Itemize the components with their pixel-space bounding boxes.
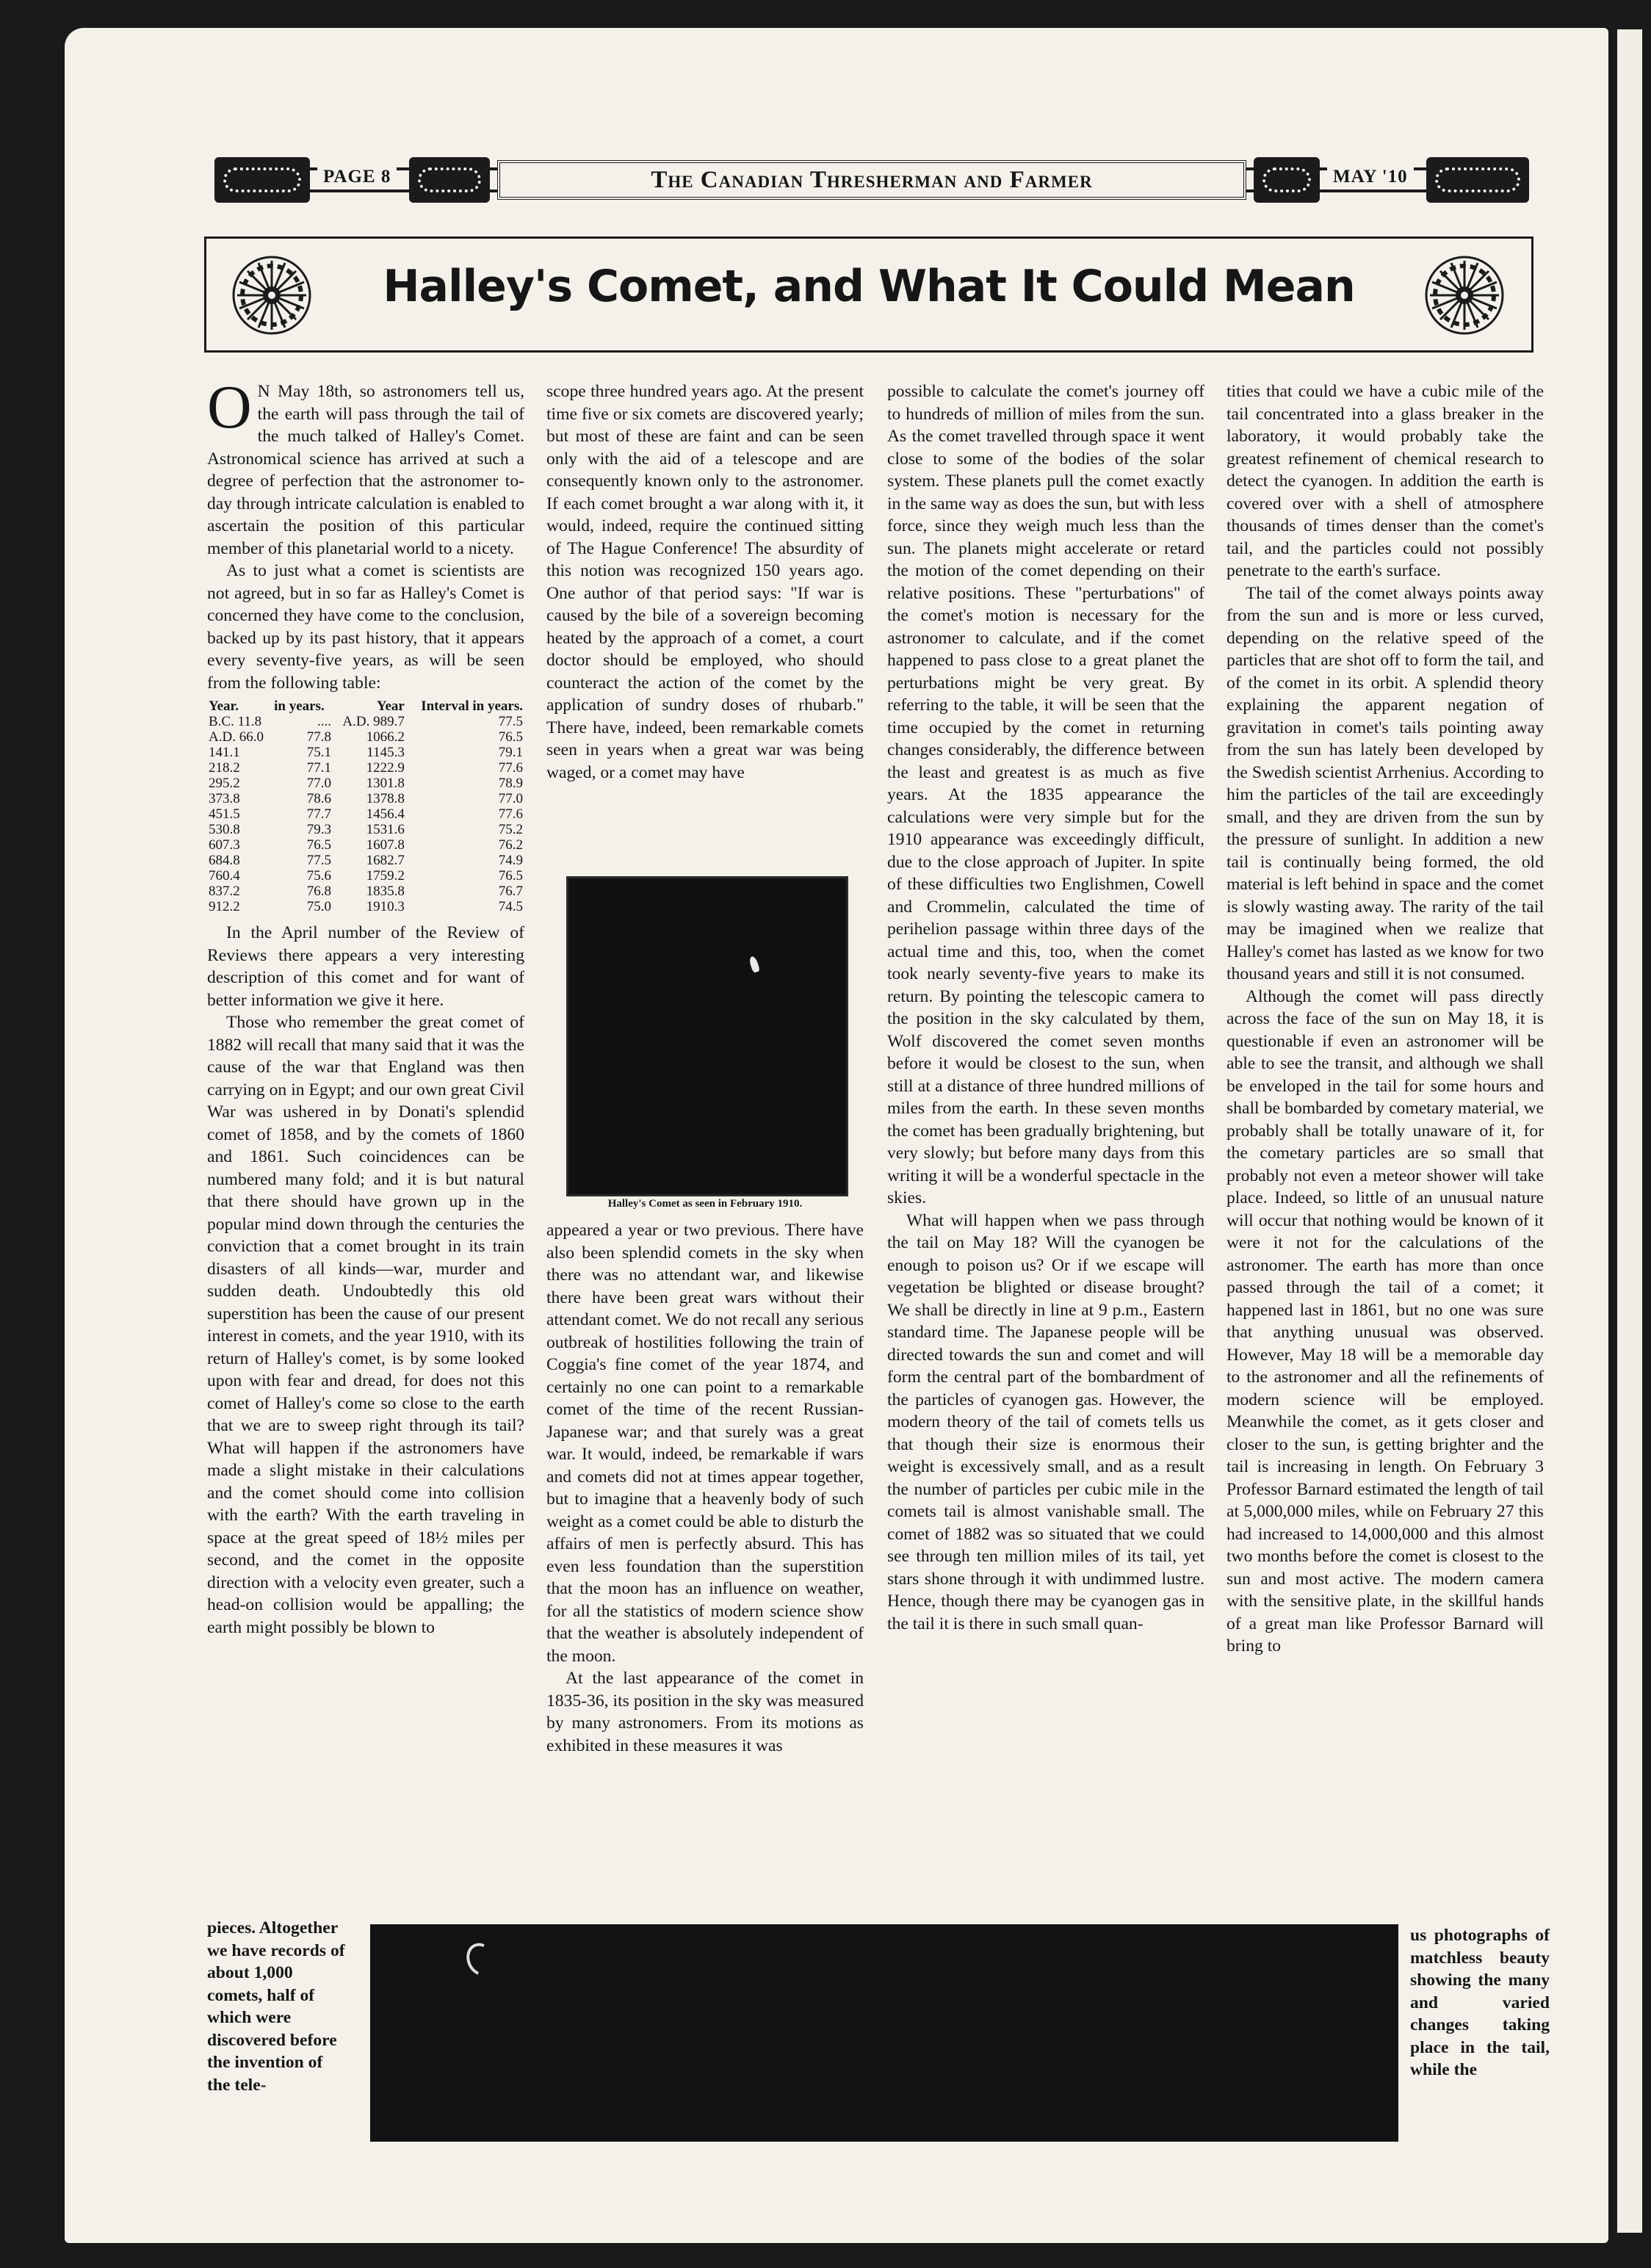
table-cell: 79.3 <box>306 822 332 837</box>
table-cell: 218.2 <box>209 760 240 776</box>
column-1-continuation: pieces. Altogether we have records of about 1,000 comets, half of which were discovered before the invention of the tele- <box>207 1918 345 2095</box>
header-ornament-left <box>214 157 310 203</box>
issue-date: MAY '10 <box>1327 167 1414 187</box>
table-cell: 760.4 <box>209 868 240 884</box>
table-row <box>207 837 524 853</box>
page-header <box>214 157 1529 203</box>
table-row <box>207 899 524 914</box>
table-cell: 77.8 <box>306 729 332 745</box>
table-cell: .... <box>317 714 332 729</box>
table-row <box>207 884 524 899</box>
table-cell: 76.8 <box>306 884 332 899</box>
adjacent-page-edge <box>1613 29 1642 2233</box>
article-title: Halley's Comet, and What It Could Mean <box>383 261 1355 312</box>
table-cell: 684.8 <box>209 853 240 868</box>
rosette-right-icon <box>1424 255 1505 336</box>
masthead: The Canadian Thresherman and Farmer <box>497 160 1246 200</box>
column-1 <box>207 373 524 1639</box>
table-cell: 1910.3 <box>366 899 405 914</box>
table-cell: 76.5 <box>498 868 523 884</box>
table-header-row <box>207 698 524 714</box>
table-cell: 912.2 <box>209 899 240 914</box>
table-cell: 76.5 <box>306 837 332 853</box>
table-cell: 75.0 <box>306 899 332 914</box>
table-cell: 1759.2 <box>366 868 405 884</box>
table-cell: 78.6 <box>306 791 332 806</box>
table-header: Year <box>376 698 405 714</box>
table-cell: 74.5 <box>498 899 523 914</box>
table-cell: 75.2 <box>498 822 523 837</box>
table-cell: 77.7 <box>306 806 332 822</box>
table-cell: A.D. 66.0 <box>209 729 264 745</box>
page-number: PAGE 8 <box>317 167 397 187</box>
paragraph <box>207 373 524 560</box>
table-cell: 76.2 <box>498 837 523 853</box>
table-cell: 77.5 <box>498 714 523 729</box>
table-cell: 76.7 <box>498 884 523 899</box>
table-cell: 1682.7 <box>366 853 405 868</box>
table-cell: 77.6 <box>498 806 523 822</box>
table-cell: 77.5 <box>306 853 332 868</box>
table-cell: 1531.6 <box>366 822 405 837</box>
table-row <box>207 745 524 760</box>
bottom-photograph <box>370 1924 1398 2142</box>
photo-caption: Halley's Comet as seen in February 1910. <box>607 1198 803 1210</box>
column-2-top <box>546 380 864 784</box>
table-cell: 1456.4 <box>366 806 405 822</box>
table-cell: 77.0 <box>306 776 332 791</box>
table-cell: 74.9 <box>498 853 523 868</box>
table-cell: 295.2 <box>209 776 240 791</box>
table-cell: 837.2 <box>209 884 240 899</box>
header-ornament-right <box>1426 157 1529 203</box>
table-cell: 76.5 <box>498 729 523 745</box>
paragraph: Although the comet will pass directly across the face of the sun on May 18, it is questionable if even an astronomer will be able to see the transit, and although we shall be enveloped in the tail for some hours and shall be bombarded by cometary material, we probably shall be totally unaware of it, for the cometary particles are so small that probably not even a meteor shower will take place. Indeed, so little of an unusual nature will occur that nothing would be known of it were it not for the calculations of the astronomer. The earth has more than once passed through the tail of a comet; it happened last in 1861, but no one was sure that anything unusual was observed. However, May 18 will be a memorable day to the astronomer and all the refinements of modern science will be employed. Meanwhile the comet, as it gets closer and closer to the sun, is getting brighter and the tail is increasing in length. On February 3 Professor Barnard estimated the length of tail at 5,000,000 miles, while on February 27 this had increased to 14,000,000 and this almost two months before the comet is closest to the sun and most active. The modern camera with the sensitive plate, in the skillful hands of a great man like Professor Barnard will bring to <box>1226 986 1544 1655</box>
table-cell: 1066.2 <box>366 729 405 745</box>
paragraph: The tail of the comet always points away from the sun and is more or less curved, depending on the relative speed of the particles that are shot off to form the tail, and of the comet in its orbit. A splendid theory explaining the apparent negation of gravitation in comet's tails pointing away from the sun has lately been developed by the Swedish scientist Arrhenius. According to him the particles of the tail are exceedingly small, and they are driven from the sun by the pressure of sunlight. In addition a new tail is continually being formed, the old material is left behind in space and the comet is slowly wasting away. The rarity of the tail may be imagined when we realize that Halley's comet has lasted as we know for two thousand years and still it is not consumed. <box>1226 583 1544 983</box>
paragraph: possible to calculate the comet's journey off to hundreds of million of miles from the sun. As the comet travelled through space it went close to some of the bodies of the solar system. These planets pull the comet exactly in the same way as does the sun, but with less force, since they weigh much less than the sun. The planets might accelerate or retard the motion of the comet depending on their relative positions. These "perturbations" of the comet's motion is necessary for the astronomer to calculate, and if the comet happened to pass close to a great planet the perturbations might be very great. By referring to the table, it will be seen that the time occupied by the comet in returning changes considerably, the difference between the least and greatest is as much as five years. At the 1835 appearance the calculations were very simple but for the 1910 appearance was exceedingly difficult, due to the close approach of Jupiter. In spite of these difficulties two Englishmen, Cowell and Crommelin, calculated the time of perihelion passage within three days of the actual time and this, too, when the comet took nearly seventy-five years to make its return. By pointing the telescopic camera to the position in the sky calculated by them, Wolf discovered the comet seven months before it would be closest to the sun, when still at a distance of three hundred millions of miles from the earth. In these seven months the comet has been gradually brightening, but very slowly; but before many days from this writing it will be a wonderful spectacle in the skies. <box>887 382 1204 1207</box>
table-cell: 78.9 <box>498 776 523 791</box>
table-cell: A.D. 989.7 <box>342 714 405 729</box>
table-row <box>207 760 524 776</box>
table-cell: 75.6 <box>306 868 332 884</box>
column-3 <box>887 380 1204 1635</box>
column-4 <box>1226 380 1544 1658</box>
halley-table <box>207 698 524 914</box>
table-cell: 141.1 <box>209 745 240 760</box>
table-row <box>207 714 524 729</box>
paragraph: At the last appearance of the comet in 1835-36, its position in the sky was measured by many astronomers. From its motions as exhibited in these measures it was <box>546 1669 864 1755</box>
table-row <box>207 868 524 884</box>
drop-cap: O <box>207 373 252 441</box>
title-box <box>204 236 1533 353</box>
header-ornament-right-2 <box>1254 157 1320 203</box>
column-4-continuation: us photographs of matchless beauty showing the many and varied changes taking place in the tail, while the <box>1410 1926 1550 2079</box>
table-cell: 1301.8 <box>366 776 405 791</box>
table-cell: 79.1 <box>498 745 523 760</box>
table-cell: 1607.8 <box>366 837 405 853</box>
table-cell: 530.8 <box>209 822 240 837</box>
table-cell: 451.5 <box>209 806 240 822</box>
table-row <box>207 853 524 868</box>
halley-comet-photo <box>566 876 848 1196</box>
table-row <box>207 806 524 822</box>
paragraph: In the April number of the Review of Reviews there appears a very interesting description of this comet and for want of better information we give it here. <box>207 923 524 1010</box>
paragraph: appeared a year or two previous. There have also been splendid comets in the sky when there was no attendant war, and likewise there have been great wars without their attendant comet. We do not recall any serious outbreak of hostilities following the train of Coggia's fine comet of the year 1874, and certainly no one can point to a remarkable comet of the time of the recent Russian-Japanese war; and that surely was a great war. It would, indeed, be remarkable if wars and comets did not at times appear together, but to imagine that a heavenly body of such weight as a comet could be able to disturb the affairs of men is perfectly absurd. This has even less foundation than the superstition that the moon has an influence on weather, for all the statistics of modern science show that the weather is absolutely independent of the moon. <box>546 1221 864 1666</box>
paragraph: What will happen when we pass through the tail on May 18? Will the cyanogen be enough to poison us? Or if we escape will vegetation be blighted or disease brought? We shall be directly in line at 9 p.m., Eastern standard time. The Japanese people will be directed towards the sun and comet and will form the central part of the bombardment of the particles of cyanogen gas. However, the modern theory of the tail of comets tells us that though their size is enormous their weight is excessively small, and as a result the number of particles per cubic mile in the comets tail is almost vanishable small. The comet of 1882 was so situated that we could see through ten million miles of its tail, yet stars shone through it with undimmed lustre. Hence, though there may be cyanogen gas in the tail it is there in such small quan- <box>887 1210 1204 1633</box>
table-row <box>207 791 524 806</box>
table-cell: 75.1 <box>306 745 332 760</box>
table-cell: 607.3 <box>209 837 240 853</box>
header-ornament-left-2 <box>409 157 490 203</box>
column-2-bottom <box>546 1219 864 1757</box>
table-cell: 1378.8 <box>366 791 405 806</box>
table-cell: 77.6 <box>498 760 523 776</box>
table-row <box>207 822 524 837</box>
table-cell: 373.8 <box>209 791 240 806</box>
table-header: Year. <box>209 698 239 714</box>
table-cell: 1835.8 <box>366 884 405 899</box>
paragraph: Those who remember the great comet of 1882 will recall that many said that it was the cause of the war that England was then carrying on in Egypt; and our own great Civil War was ushered in by Donati's splendid comet of 1858, and by the comets of 1860 and 1861. Such coincidences can be numbered many fold; and it is but natural that there should have grown up in the popular mind down through the centuries the conviction that a comet brought in its train disasters of all kinds—war, murder and sudden death. Undoubtedly this old superstition has been the cause of our present interest in comets, and the year 1910, with its return of Halley's comet, is by some looked upon with fear and dread, for does not this comet of Halley's come so close to the earth that we are to sweep right through its tail? What will happen if the astronomers have made a slight mistake in their calculations and the comet should come into collision with the earth? With the earth traveling in space at the great speed of 18½ miles per second, and the comet in the opposite direction with a velocity even greater, such a head-on collision would be appalling; the earth might possibly be blown to <box>207 1013 524 1637</box>
table-cell: 1145.3 <box>366 745 405 760</box>
table-body <box>207 714 524 914</box>
table-row <box>207 729 524 745</box>
table-cell: 77.1 <box>306 760 332 776</box>
paragraph-text: N May 18th, so astronomers tell us, the earth will pass through the tail of the much talked of Halley's Comet. Astronomical science has arrived at such a degree of perfection that the astronomer to-day through intricate calculation is enabled to ascertain the position of this particular member of this planetarial world to a nicety. <box>207 382 524 558</box>
table-header: Interval in years. <box>421 698 523 714</box>
table-cell: 1222.9 <box>366 760 405 776</box>
paragraph: scope three hundred years ago. At the present time five or six comets are discovered yearly; but most of these are faint and can be seen only with the aid of a telescope and are consequently known only to the astronomer. If each comet brought a war along with it, it would, indeed, require the continued sitting of The Hague Conference! The absurdity of this notion was recognized 150 years ago. One author of that period says: "If war is caused by the bile of a sovereign becoming heated by the approach of a comet, a court doctor should be employed, who should counteract the action of the comet by the application of sundry doses of rhubarb." There have, indeed, been remarkable comets seen in years when a great war was being waged, or a comet may have <box>546 382 864 782</box>
table-header: in years. <box>274 698 325 714</box>
paragraph: tities that could we have a cubic mile of the tail concentrated into a glass breaker in the laboratory, it would probably take the greatest refinement of chemical research to detect the cyanogen. In addition the earth is covered over with a shell of atmosphere thousands of times denser than the comet's tail, and the particles could not possibly penetrate to the earth's surface. <box>1226 382 1544 580</box>
table-cell: B.C. 11.8 <box>209 714 262 729</box>
table-row <box>207 776 524 791</box>
paragraph: As to just what a comet is scientists are not agreed, but in so far as Halley's Comet is concerned they have come to the conclusion, backed up by its past history, that it appears every seventy-five years, as will be seen from the following table: <box>207 561 524 693</box>
table-cell: 77.0 <box>498 791 523 806</box>
